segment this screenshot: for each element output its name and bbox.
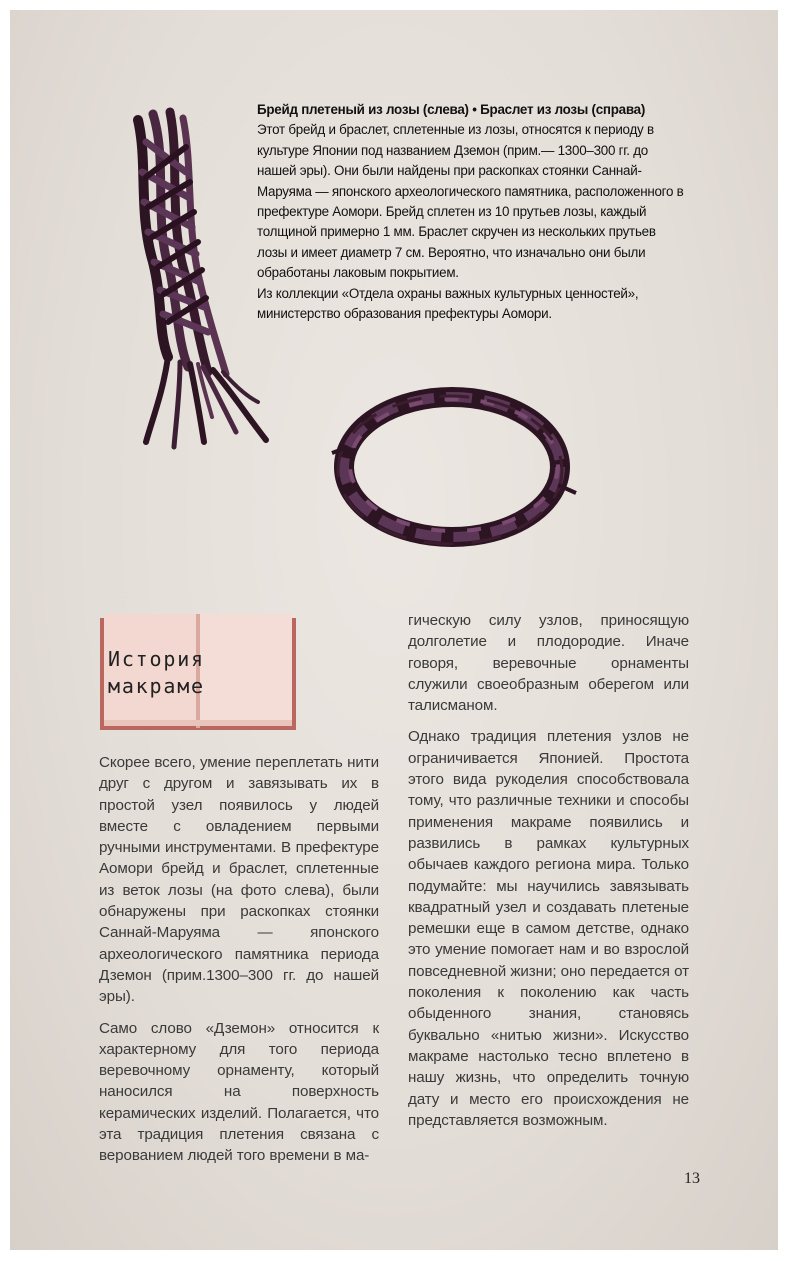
photo-caption (257, 100, 687, 324)
caption-source: Из коллекции «Отдела охраны важных культурных ценностей», министерство образования префектуры Аомори. (257, 285, 639, 322)
caption-body: Этот брейд и браслет, сплетенные из лозы, относятся к периоду в культуре Японии под названием Дземон (прим.— 1300–300 гг. до нашей эры). Они были найдены при раскопках стоянки Саннай-Маруяма — японского археологического памятника, расположенного в префектуре Аомори. Брейд сплетен из 10 прутьев лозы, каждый толщиной примерно 1 мм. Браслет скручен из нескольких прутьев лозы и имеет диаметр 7 см. Вероятно, что изначально они были обработаны лаковым покрытием. (257, 122, 684, 281)
vine-braid-photo (108, 102, 278, 462)
paragraph: Само слово «Дземон» относится к характерному для того периода веревочному орнаменту, который наносился на поверхность керамических изделий. Полагается, что эта традиция плетения связана с верованием людей того времени в ма- (99, 1019, 379, 1165)
section-title (108, 646, 288, 700)
book-page (10, 10, 778, 1250)
section-title-line1: История (108, 647, 205, 671)
paragraph: Скорее всего, умение переплетать нити друг с другом и завязывать их в простой узел появилось у людей вместе с овладением первыми ручными инструментами. В префектуре Аомори брейд и браслет, сплетенные из веток лозы (на фото слева), были обнаружены при раскопках стоянки Саннай-Маруяма — японского археологического памятника периода Дземон (прим.1300–300 гг. до нашей эры). (99, 754, 379, 1006)
caption-title: Брейд плетеный из лозы (слева) • Браслет из лозы (справа) (257, 102, 646, 117)
text-column-left (99, 752, 379, 1177)
paragraph: Однако традиция плетения узлов не ограничивается Японией. Простота этого вида рукоделия способствовала тому, что различные техники и способы применения макраме появились и развились в рамках культурных обычаев каждого региона мира. Только подумайте: мы научились завязывать квадратный узел и создавать плетеные ремешки еще в самом детстве, однако это умение помогает нам и во взрослой повседневной жизни; оно передается от поколения к поколению как часть обыденного знания, становясь буквально «нитью жизни». Искусство макраме настолько тесно вплетено в нашу жизнь, что определить точную дату и место его происхождения не представляется возможным. (408, 728, 689, 1129)
paragraph: гическую силу узлов, приносящую долголетие и плодородие. Иначе говоря, веревочные орнаменты служили своеобразным оберегом или талисманом. (408, 612, 689, 715)
section-title-line2: макраме (108, 674, 205, 698)
text-column-right (408, 610, 689, 1141)
page-number: 13 (684, 1170, 700, 1187)
vine-bracelet-photo (328, 375, 580, 560)
